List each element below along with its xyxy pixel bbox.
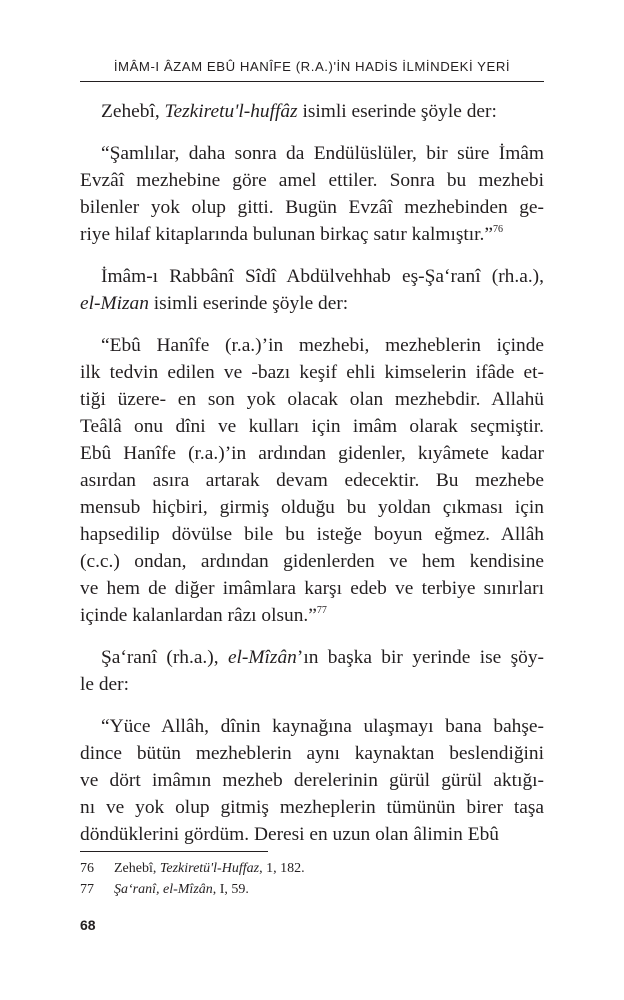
text-line [80,167,544,194]
text-line [80,332,544,359]
paragraph [80,332,544,629]
footnote [80,879,544,900]
text-run: “Ebû Hanîfe (r.a.)’in mezhebi, mezheblerin içinde [101,335,544,356]
text-line [80,386,544,413]
text-line [80,767,544,794]
text-run: Evzâî mezhebine göre amel ettiler. Sonra bu mezhebi [80,170,544,191]
text-run: Zehebî, [101,101,165,122]
footnote-rule [80,851,268,852]
text-line [80,644,544,671]
text-run: ve hem de diğer imâmlara karşı edeb ve terbiye sınırları [80,578,544,599]
text-run: Ebû Hanîfe (r.a.)’in ardından gidenler, kıyâmete kadar [80,443,544,464]
footnote-number: 76 [80,861,94,876]
text-run: , I, 59. [212,882,249,897]
text-line [80,671,544,698]
text-run: hapsedilip dövülse bile bu isteğe boyun eğmez. Allâh [80,524,544,545]
paragraph [80,713,544,848]
footnote-ref: 77 [316,605,327,616]
text-line [80,494,544,521]
text-run: riye hilaf kitaplarında bulunan birkaç satır kalmıştır.” [80,224,493,245]
text-run: İmâm-ı Rabbânî Sîdî Abdülvehhab eş-Şa‘ranî (rh.a.), [101,266,544,287]
text-run: içinde kalanlardan râzı olsun.” [80,605,317,626]
text-line [80,548,544,575]
text-run: ilk tedvin edilen ve -bazı keşif ehli kimselerin ifâde et- [80,362,544,383]
paragraph [80,140,544,248]
text-line [80,194,544,221]
text-line [80,575,544,602]
text-line [80,713,544,740]
text-line [80,413,544,440]
paragraph [80,98,544,125]
text-run: Teâlâ onu dîni ve kulları için imâm olarak seçmiştir. [80,416,544,437]
text-line [80,221,544,248]
text-line [80,359,544,386]
text-line [80,98,544,125]
text-line [80,602,544,629]
text-run: nı ve yok olup gitmiş mezheplerin tümünün birer taşa [80,797,544,818]
text-run: ’ın başka bir yerinde ise şöy- [296,647,544,668]
footnotes [80,858,544,900]
text-line [80,821,544,848]
text-line [80,521,544,548]
text-run: dince bütün mezheblerin aynı kaynaktan beslendiğini [80,743,544,764]
text-run: döndüklerini gördüm. Deresi en uzun olan âlimin Ebû [80,824,499,845]
italic-title: Şa‘ranî, el-Mîzân [114,882,213,897]
paragraph [80,644,544,698]
text-run: mensub hiçbiri, girmiş olduğu bu yoldan çıkması için [80,497,544,518]
text-line [80,140,544,167]
italic-title: el-Mîzân [227,647,297,668]
text-line [80,440,544,467]
italic-title: Tezkiretü'l-Huffaz [159,861,260,876]
text-run: tiği üzere- en son yok olacak olan mezhebdir. Allahü [80,389,544,410]
text-run: “Şamlılar, daha sonra da Endülüslüler, bir süre İmâm [101,143,544,164]
page-number: 68 [80,917,96,933]
text-line [80,290,544,317]
header-rule [80,81,544,82]
italic-title: el-Mizan [80,293,149,314]
text-run: ve dört imâmın mezheb derelerinin gürül gürül aktığı- [80,770,544,791]
text-line [80,467,544,494]
running-header: İMÂM-I ÂZAM EBÛ HANÎFE (R.A.)'İN HADİS İLMİNDEKİ YERİ [113,59,511,74]
text-run: le der: [80,674,129,695]
text-line [80,263,544,290]
text-run: “Yüce Allâh, dînin kaynağına ulaşmayı bana bahşe- [101,716,544,737]
text-line [80,740,544,767]
paragraph [80,263,544,317]
text-run: , 1, 182. [259,861,305,876]
footnote-number: 77 [80,882,94,897]
text-run: (c.c.) ondan, ardından gidenlerden ve hem kendisine [80,551,544,572]
footnote [80,858,544,879]
text-run: Şa‘ranî (rh.a.), [101,647,228,668]
text-run: Zehebî, [114,861,160,876]
text-run: bilenler yok olup gitti. Bugün Evzâî mezhebinden ge- [80,197,544,218]
text-run: asırdan asıra artarak devam edecektir. Bu mezhebe [80,470,544,491]
text-line [80,794,544,821]
italic-title: Tezkiretu'l-huffâz [164,101,298,122]
body-text [80,98,544,848]
text-run: isimli eserinde şöyle der: [148,293,349,314]
footnote-ref: 76 [493,224,503,235]
text-run: isimli eserinde şöyle der: [297,101,497,122]
